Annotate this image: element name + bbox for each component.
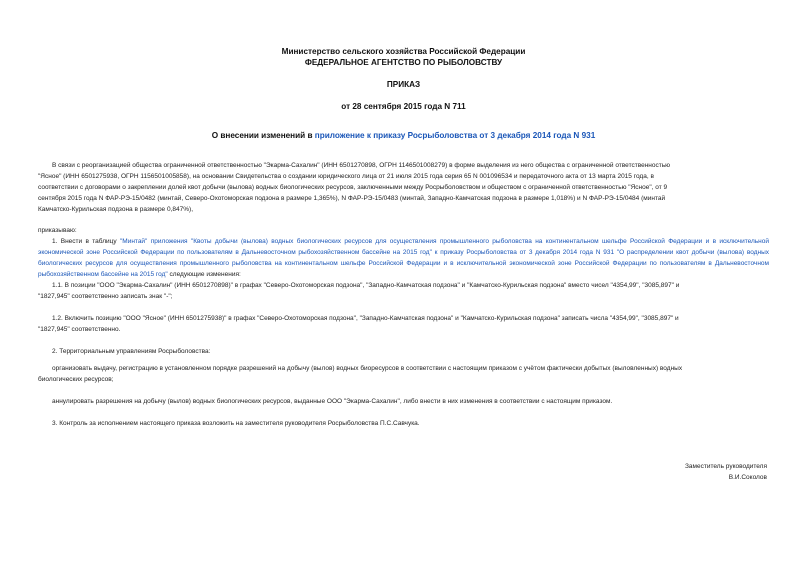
intro-line: соответствии с договорами о закреплении долей квот добычи (вылова) водных биологических ресурсов, заключенными между Росрыболовством и обществом с ограниченной ответственностью "Ясное", от 9 xyxy=(38,184,668,191)
signature-name: В.И.Соколов xyxy=(728,474,767,481)
intro-line: сентября 2015 года N ФАР-РЭ-15/0482 (минтай, Северо-Охотоморская подзона в размере 1,365%), N ФАР-РЭ-15/0483 (минтай, Западно-Камчатская подзона в размере 1,018%) и N ФАР-РЭ-15/0484 (минтай xyxy=(38,195,666,202)
p2-a-line: организовать выдачу, регистрацию в установленном порядке разрешений на добычу (вылов) водных биоресурсов в соответствии с настоящим приказом с учётом фактически добытых (выловленных) водных xyxy=(52,365,683,372)
order-word: приказываю: xyxy=(38,227,77,234)
p1-quota-table-link[interactable]: "Минтай" приложения "Квоты добычи (вылова) водных биологических ресурсов для осуществления промышленного рыболовства на континентальном шельфе Российской Федерации и в исключительной экономической зоне Российской Федерации по пользователям в Дальневосточном рыбохозяйственном бассейне на 2015 год" к приказу Росрыболовства от 3 декабря 2014 года N 931 "О распределении квот добычи (вылова) водных биологических ресурсов для осуществления промышленного рыболовства на континентальном шельфе Российской Федерации и в исключительной экономической зоне Российской Федерации по пользователям в Дальневосточном рыбохозяйственном бассейне на 2015 год" xyxy=(38,238,770,278)
title-link[interactable]: приложение к приказу Росрыболовства от 3 декабря 2014 года N 931 xyxy=(314,131,596,140)
ministry-heading: Министерство сельского хозяйства Российской Федерации xyxy=(281,47,526,56)
paragraph-3: 3. Контроль за исполнением настоящего приказа возложить на заместителя руководителя Росрыболовства П.С.Савчука. xyxy=(52,420,420,427)
intro-line: "Ясное" (ИНН 6501275938, ОГРН 1156501005858), на основании Свидетельства о создании юридического лица от 21 июля 2015 года серия 65 N 001096534 и передаточного акта от 13 марта 2015 года, в xyxy=(38,173,654,180)
intro-line: В связи с реорганизацией общества ограниченной ответственностью "Экарма-Сахалин" (ИНН 6501270898, ОГРН 1146501008279) в форме выделения из него общества с ограниченной ответственностью xyxy=(52,162,670,169)
p1-2-line: "1827,945" соответственно. xyxy=(38,326,121,333)
paragraph-1-1 xyxy=(38,280,769,302)
p1-2-line: 1.2. Включить позицию "ООО "Ясное" (ИНН 6501275938)" в графах "Северо-Охотоморская подзона", "Западно-Камчатская подзона" и "Камчатско-Курильская подзона" записать числа "4354,99", "3085,897" и xyxy=(52,315,679,322)
intro-paragraph xyxy=(38,160,769,215)
document-title xyxy=(0,131,807,140)
paragraph-1 xyxy=(38,236,770,278)
p1-1-line: 1.1. В позиции "ООО "Экарма-Сахалин" (ИНН 6501270898)" в графах "Северо-Охотоморская подзона", "Западно-Камчатская подзона" и "Камчатско-Курильская подзона" вместо чисел "4354,99", "3085,897" и xyxy=(52,282,680,289)
paragraph-2-a xyxy=(38,363,769,385)
intro-line: Камчатско-Курильская подзона в размере 0,847%), xyxy=(38,206,193,213)
p2-a-line: биологических ресурсов; xyxy=(38,376,114,383)
date-number: от 28 сентября 2015 года N 711 xyxy=(341,102,466,111)
p1-start: 1. Внести в таблицу xyxy=(52,238,120,245)
doc-type-heading: ПРИКАЗ xyxy=(386,80,421,89)
paragraph-2: 2. Территориальным управлениям Росрыболовства: xyxy=(52,348,211,355)
signature-position: Заместитель руководителя xyxy=(685,463,767,470)
p1-1-line: "1827,945" соответственно записать знак "-"; xyxy=(38,293,173,300)
agency-heading: ФЕДЕРАЛЬНОЕ АГЕНТСТВО ПО РЫБОЛОВСТВУ xyxy=(304,58,503,67)
title-prefix: О внесении изменений в xyxy=(211,131,315,140)
paragraph-1-2 xyxy=(38,313,769,335)
p1-end: следующие изменения: xyxy=(167,271,241,278)
paragraph-2-b: аннулировать разрешения на добычу (вылов) водных биологических ресурсов, выданные ООО "Экарма-Сахалин", либо внести в них изменения в соответствии с настоящим приказом. xyxy=(52,398,613,405)
